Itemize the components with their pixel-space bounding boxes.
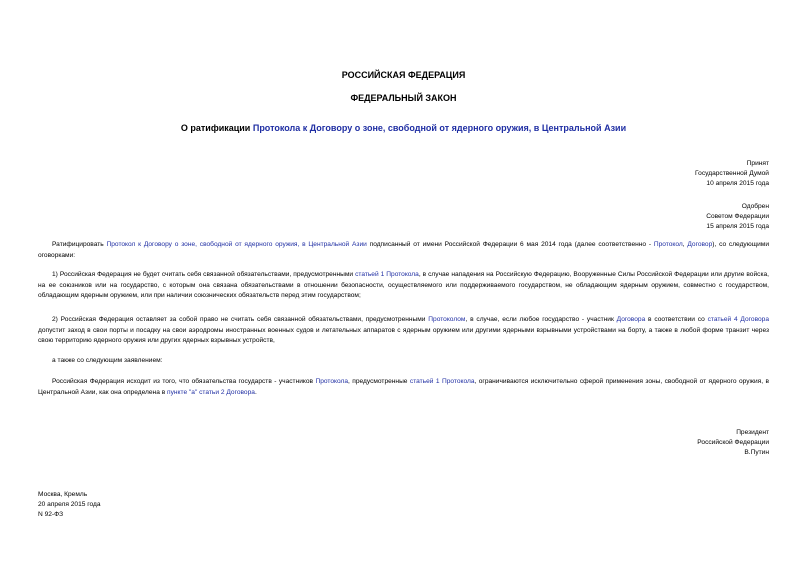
p5-text-1: Российская Федерация исходит из того, что обязательства государств - участников bbox=[52, 378, 316, 385]
p5-text-3: , ограничиваются исключительно сферой применения зоны, свободной от ядерного оружия, в Центральной Азии, как она определена в bbox=[38, 378, 769, 396]
accepted-block bbox=[695, 159, 769, 189]
paragraph-ratify bbox=[38, 240, 769, 261]
treaty-link[interactable]: Договор bbox=[687, 241, 713, 248]
article-2-point-a-link[interactable]: пункте "а" статьи 2 Договора bbox=[167, 388, 255, 396]
footer-number: N 92-ФЗ bbox=[38, 511, 64, 518]
p3-text-4: допустит заход в свои порты и посадку на свои аэродромы иностранных военных судов и летательных аппаратов с ядерным оружием или другими ядерными взрывными устройствами на борту, а также в любой форме транзит через свою территорию ядерного оружия или других ядерных взрывных устройств, bbox=[38, 326, 769, 344]
protocol-title-link[interactable]: Протокола к Договору о зоне, свободной от ядерного оружия, в Центральной Азии bbox=[252, 123, 627, 133]
paragraph-reservation-1 bbox=[38, 270, 769, 302]
paragraph-statement bbox=[38, 377, 769, 398]
accepted-label: Принят bbox=[746, 160, 769, 167]
p1-text-4: ), со следующими оговорками: bbox=[38, 241, 769, 259]
accepted-by: Государственной Думой bbox=[695, 170, 769, 177]
approved-by: Советом Федерации bbox=[706, 213, 769, 220]
p5-text-2: , предусмотренные bbox=[348, 378, 410, 385]
approved-date: 15 апреля 2015 года bbox=[706, 223, 769, 230]
footer-block bbox=[38, 490, 101, 520]
p1-text-2: подписанный от имени Российской Федерации 6 мая 2014 года (далее соответственно - bbox=[366, 241, 654, 248]
footer-date: 20 апреля 2015 года bbox=[38, 501, 101, 508]
p4-text: а также со следующим заявлением: bbox=[52, 357, 163, 364]
protocol-link-2[interactable]: Протоколом bbox=[428, 316, 466, 323]
p3-text-3: в соответствии со bbox=[645, 316, 708, 323]
signer-title: Президент bbox=[736, 429, 769, 436]
footer-place: Москва, Кремль bbox=[38, 491, 88, 498]
article-4-treaty-link[interactable]: статьей 4 Договора bbox=[707, 316, 769, 323]
signer-name: В.Путин bbox=[744, 449, 769, 456]
approved-label: Одобрен bbox=[741, 203, 769, 210]
signer-org: Российской Федерации bbox=[697, 439, 769, 446]
p3-text-1: 2) Российская Федерация оставляет за собой право не считать себя связанной обязательствами, предусмотренными bbox=[52, 316, 429, 323]
protocol-short-link[interactable]: Протокол bbox=[653, 241, 683, 248]
p1-text-1: Ратифицировать bbox=[52, 241, 107, 248]
treaty-link-2[interactable]: Договора bbox=[616, 316, 646, 323]
p2-text-2: , в случае нападения на Российскую Федерацию, Вооруженные Силы Российской Федерации или другие войска, на ее союзников или на государство, с которым она связана обязательствами в отношении безопасности, осуществляемого или поддерживаемого государством, не обладающим ядерным оружием, совместно с государством, обладающим ядерным оружием, или при наличии союзнических обязательств перед этим государством; bbox=[38, 271, 769, 299]
article-1-protocol-link-2[interactable]: статьей 1 Протокола bbox=[409, 378, 475, 385]
law-title bbox=[0, 123, 807, 133]
protocol-link-3[interactable]: Протокола bbox=[315, 378, 348, 385]
country-heading: РОССИЙСКАЯ ФЕДЕРАЦИЯ bbox=[341, 70, 466, 80]
approved-block bbox=[706, 202, 769, 232]
accepted-date: 10 апреля 2015 года bbox=[706, 180, 769, 187]
protocol-link[interactable]: Протокол к Договору о зоне, свободной от ядерного оружия, в Центральной Азии bbox=[106, 241, 367, 248]
p5-text-4: . bbox=[254, 388, 257, 396]
doc-type-heading: ФЕДЕРАЛЬНЫЙ ЗАКОН bbox=[350, 93, 457, 103]
p2-text-1: 1) Российская Федерация не будет считать себя связанной обязательствами, предусмотренными bbox=[52, 271, 356, 278]
paragraph-reservation-2 bbox=[38, 315, 769, 347]
p1-text-3: , bbox=[682, 241, 688, 248]
p3-text-2: , в случае, если любое государство - участник bbox=[465, 316, 617, 323]
paragraph-statement-intro bbox=[38, 356, 769, 367]
article-1-protocol-link[interactable]: статьей 1 Протокола bbox=[355, 271, 419, 278]
law-title-prefix: О ратификации bbox=[180, 123, 253, 133]
signature-block bbox=[697, 428, 769, 458]
